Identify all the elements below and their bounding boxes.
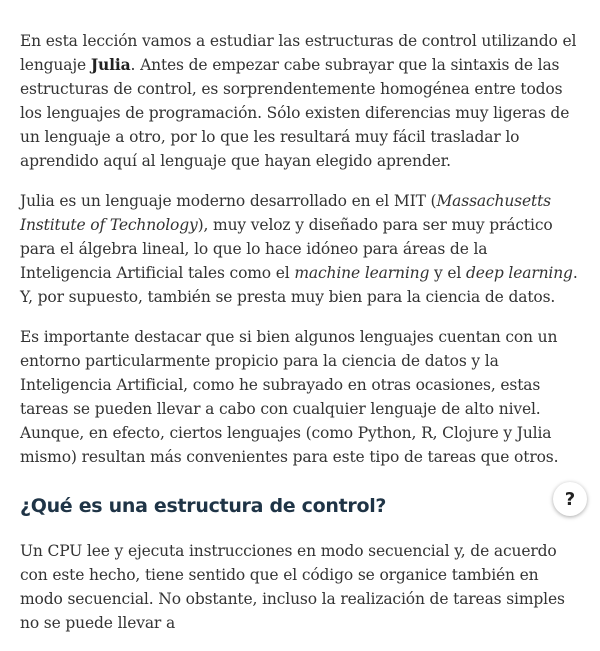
section-heading: ¿Qué es una estructura de control?	[20, 495, 387, 517]
article-body	[20, 29, 582, 651]
paragraph-julia-text-b: ), muy veloz y diseñado para ser muy práctico para el álgebra lineal, lo que lo hace idóneo para áreas de la Inteligencia Artificial tales como el	[20, 216, 553, 282]
machine-learning-term: machine learning	[294, 264, 430, 282]
paragraph-intro-text-b: . Antes de empezar cabe subrayar que la sintaxis de las estructuras de control, es sorprendentemente homogénea entre todos los lenguajes de programación. Sólo existen diferencias muy ligeras de un lenguaje a otro, por lo que les resultará muy fácil trasladar lo aprendido aquí al lenguaje que hayan elegido aprender.	[20, 56, 570, 170]
paragraph-julia-text-c: y el	[429, 264, 467, 282]
paragraph-julia-text-a: Julia es un lenguaje moderno desarrollado en el MIT (	[20, 192, 437, 210]
question-mark-icon: ?	[564, 488, 576, 510]
help-button[interactable]	[553, 482, 587, 516]
deep-learning-term: deep learning	[466, 264, 573, 282]
paragraph-julia	[20, 189, 582, 309]
mit-full-name: Massachusetts Institute of Technology	[20, 192, 551, 234]
paragraph-intro-text-a: En esta lección vamos a estudiar las estructuras de control utilizando el lenguaje	[20, 32, 577, 74]
paragraph-julia-text-d: . Y, por supuesto, también se presta muy bien para la ciencia de datos.	[20, 264, 578, 306]
paragraph-intro	[20, 29, 582, 173]
julia-bold-term: Julia	[90, 55, 131, 74]
paragraph-cpu: Un CPU lee y ejecuta instrucciones en modo secuencial y, de acuerdo con este hecho, tiene sentido que el código se organice también en modo secuencial. No obstante, incluso la realización de tareas simples no se puede llevar a	[20, 542, 565, 632]
paragraph-languages: Es importante destacar que si bien algunos lenguajes cuentan con un entorno particularmente propicio para la ciencia de datos y la Inteligencia Artificial, como he subrayado en otras ocasiones, estas tareas se pueden llevar a cabo con cualquier lenguaje de alto nivel. Aunque, en efecto, ciertos lenguajes (como Python, R, Clojure y Julia mismo) resultan más convenientes para este tipo de tareas que otros.	[20, 328, 559, 466]
